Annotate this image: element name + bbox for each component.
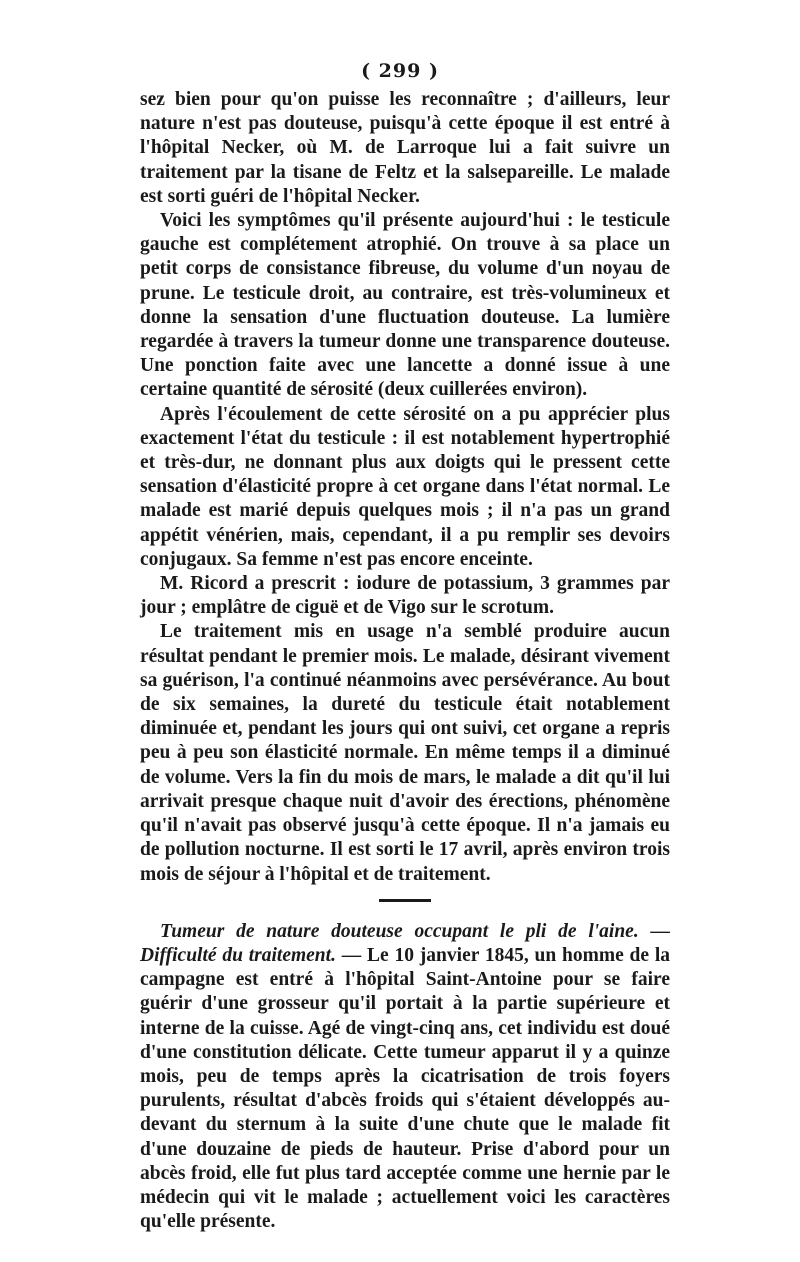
paragraph-2: Voici les symptômes qu'il présente aujourd'hui : le testicule gauche est complétement atrophié. On trouve à sa place un petit corps de consistance fibreuse, du volume d'un noyau de prune. Le testicule droit, au contraire, est très-volumineux et donne la sensation d'une fluctuation douteuse. La lumière regardée à travers la tumeur donne une transparence douteuse. Une ponction faite avec une lancette a donné issue à une certaine quantité de sérosité (deux cuillerées environ). (140, 210, 670, 401)
case-heading: Tumeur de nature douteuse occupant le pli de l'aine. — Difficulté du traitement. (140, 920, 670, 966)
case-paragraph (140, 920, 670, 1235)
paragraph-3: Après l'écoulement de cette sérosité on a pu apprécier plus exactement l'état du testicule : il est notablement hypertrophié et très-dur, ne donnant plus aux doigts qui le pressent cette sensation d'élasticité propre à cet organe dans l'état normal. Le malade est marié depuis quelques mois ; il n'a pas un grand appétit vénérien, mais, cependant, il a pu remplir ses devoirs conjugaux. Sa femme n'est pas encore enceinte. (140, 403, 670, 570)
page-body (140, 88, 670, 1234)
case-body: — Le 10 janvier 1845, un homme de la campagne est entré à l'hôpital Saint-Antoine pour se faire guérir d'une grosseur qu'il portait à la partie supérieure et interne de la cuisse. Agé de vingt-cinq ans, cet individu est doué d'une constitution délicate. Cette tumeur apparut il y a quinze mois, peu de temps après la cicatrisation de trois foyers purulents, résultat d'abcès froids qui s'étaient développés au-devant du sternum à la suite d'une chute que le malade fit d'une douzaine de pieds de hauteur. Prise d'abord pour un abcès froid, elle fut plus tard acceptée comme une hernie par le médecin qui vit le malade ; actuellement voici les caractères qu'elle présente. (140, 944, 670, 1233)
paragraph-4: M. Ricord a prescrit : iodure de potassium, 3 grammes par jour ; emplâtre de ciguë et de Vigo sur le scrotum. (140, 573, 670, 619)
page-number: ( 299 ) (361, 60, 439, 82)
section-divider (379, 899, 431, 902)
paragraph-1: sez bien pour qu'on puisse les reconnaître ; d'ailleurs, leur nature n'est pas douteuse, puisqu'à cette époque il est entré à l'hôpital Necker, où M. de Larroque lui a fait suivre un traitement par la tisane de Feltz et la salsepareille. Le malade est sorti guéri de l'hôpital Necker. (140, 89, 670, 207)
paragraph-5: Le traitement mis en usage n'a semblé produire aucun résultat pendant le premier mois. Le malade, désirant vivement sa guérison, l'a continué néanmoins avec persévérance. Au bout de six semaines, la dureté du testicule était notablement diminuée et, pendant les jours qui ont suivi, cet organe a repris peu à peu son élasticité normale. En même temps il a diminué de volume. Vers la fin du mois de mars, le malade a dit qu'il lui arrivait presque chaque nuit d'avoir des érections, phénomène qu'il n'avait pas observé jusqu'à cette époque. Il n'a jamais eu de pollution nocturne. Il est sorti le 17 avril, après environ trois mois de séjour à l'hôpital et de traitement. (140, 621, 670, 885)
